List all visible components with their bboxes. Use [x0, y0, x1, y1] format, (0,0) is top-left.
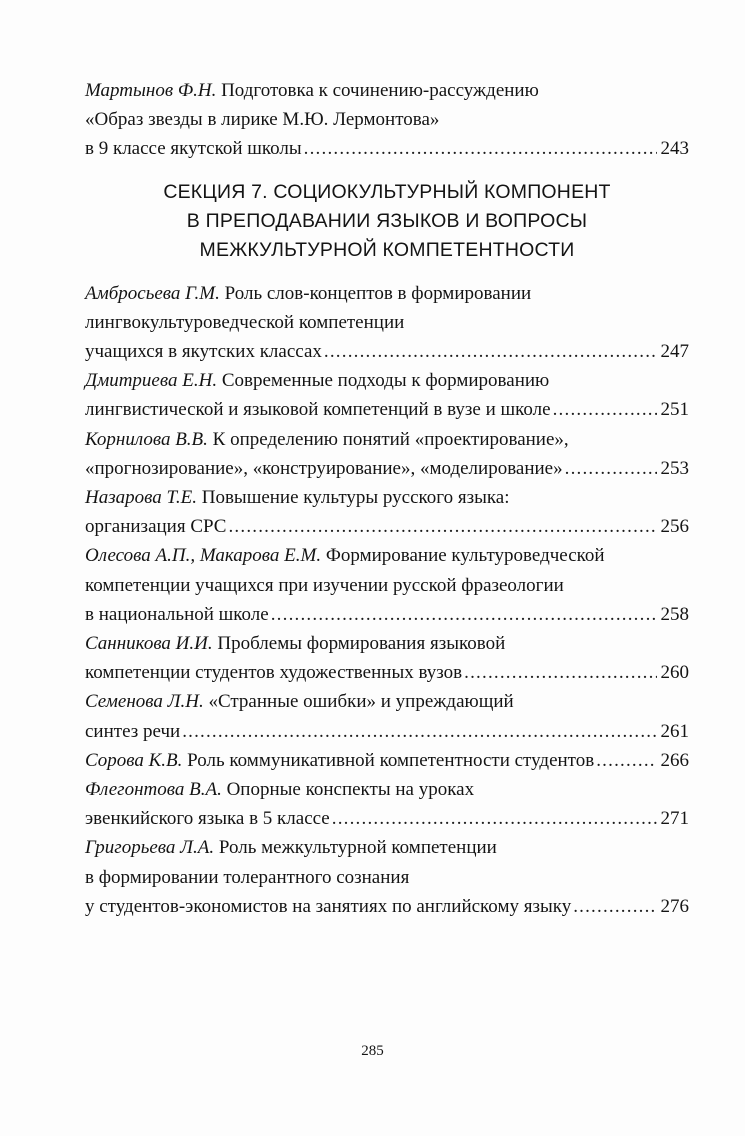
toc-entry-page: 276 [660, 895, 689, 917]
toc-entry [85, 483, 689, 541]
toc-entry-title: Роль слов-концептов в формировании [224, 282, 532, 304]
toc-entry-line [85, 629, 689, 658]
toc-entry-author: Григорьева Л.А. [85, 837, 215, 859]
toc-entry-page: 251 [660, 399, 689, 421]
toc-entry-line [85, 308, 689, 337]
toc-entry-title: Повышение культуры русского языка: [201, 487, 510, 509]
toc-entry-line [85, 134, 689, 163]
toc-entry-line [85, 571, 689, 600]
toc-entry-line [85, 541, 689, 570]
toc-entry-line [85, 804, 689, 833]
toc-entry [85, 775, 689, 833]
toc-entry-page: 243 [660, 138, 689, 160]
toc-entry-line [85, 512, 689, 541]
toc-entry-title: у студентов-экономистов на занятиях по английскому языку [85, 895, 572, 917]
toc-entry-page: 266 [660, 749, 689, 771]
toc-entry-line [85, 746, 689, 775]
toc-entry-page: 247 [660, 341, 689, 363]
toc-entry-page: 260 [660, 662, 689, 684]
toc-entry-line [85, 863, 689, 892]
toc-entry-title: в формировании толерантного сознания [85, 866, 410, 888]
section-heading-line: СЕКЦИЯ 7. СОЦИОКУЛЬТУРНЫЙ КОМПОНЕНТ [163, 180, 611, 203]
dot-leader [271, 600, 657, 629]
toc-entry-title: компетенции студентов художественных вузов [85, 662, 463, 684]
toc-entry-page: 271 [660, 808, 689, 830]
toc-entry [85, 629, 689, 687]
toc-entry-author: Семенова Л.Н. [85, 691, 204, 713]
toc-entry-title: организация СРС [85, 516, 227, 538]
toc-entry-title: Роль межкультурной компетенции [218, 837, 497, 859]
toc-entry [85, 687, 689, 745]
toc-entry-line [85, 833, 689, 862]
toc-entry-author: Сорова К.В. [85, 749, 183, 771]
toc-entry-line [85, 425, 689, 454]
toc-entry-line [85, 687, 689, 716]
toc-entry-title: в национальной школе [85, 603, 269, 625]
toc-entry-title: лингвокультуроведческой компетенции [85, 311, 405, 333]
toc-entry [85, 833, 689, 921]
toc-entry-line [85, 658, 689, 687]
toc-entry-line [85, 775, 689, 804]
toc-entry [85, 76, 689, 164]
toc-entry-title: Современные подходы к формированию [221, 370, 550, 392]
toc-entry-author: Флегонтова В.А. [85, 779, 222, 801]
toc-entry [85, 746, 689, 775]
toc-entry-line [85, 366, 689, 395]
toc-entry [85, 541, 689, 629]
toc-entry-author: Дмитриева Е.Н. [85, 370, 218, 392]
dot-leader [596, 746, 656, 775]
toc-entry-line [85, 717, 689, 746]
toc-entries [85, 279, 689, 921]
toc-entry [85, 279, 689, 367]
toc-entry-title: Формирование культуроведческой [325, 545, 605, 567]
dot-leader [464, 658, 656, 687]
toc-entry-title: «прогнозирование», «конструирование», «моделирование» [85, 457, 563, 479]
toc-entry-title: лингвистической и языковой компетенций в вузе и школе [85, 399, 551, 421]
toc-entry-title: в 9 классе якутской школы [85, 138, 302, 160]
toc-entry-line [85, 76, 689, 105]
toc-entry-line [85, 483, 689, 512]
table-of-contents [85, 76, 689, 921]
dot-leader [228, 512, 656, 541]
toc-entry-title: Опорные конспекты на уроках [226, 779, 475, 801]
dot-leader [565, 454, 657, 483]
toc-entry-author: Олесова А.П., Макарова Е.М. [85, 545, 322, 567]
section-heading-line: В ПРЕПОДАВАНИИ ЯЗЫКОВ И ВОПРОСЫ [186, 209, 588, 232]
toc-entry-title: синтез речи [85, 720, 181, 742]
page-number: 285 [361, 1043, 384, 1059]
toc-entry-title: учащихся в якутских классах [85, 341, 322, 363]
toc-entry [85, 425, 689, 483]
toc-entry-page: 253 [660, 457, 689, 479]
toc-entry-title: Роль коммуникативной компетентности студентов [187, 749, 595, 771]
section-heading [85, 178, 689, 265]
toc-entry-title: компетенции учащихся при изучении русской фразеологии [85, 574, 564, 596]
section-heading-line: МЕЖКУЛЬТУРНОЙ КОМПЕТЕНТНОСТИ [199, 238, 575, 261]
toc-entry-author: Амбросьева Г.М. [85, 282, 220, 304]
dot-leader [573, 892, 656, 921]
dot-leader [324, 337, 657, 366]
toc-entry [85, 366, 689, 424]
toc-entry-page: 258 [660, 603, 689, 625]
toc-entry-author: Назарова Т.Е. [85, 487, 197, 509]
toc-entry-line [85, 279, 689, 308]
toc-entry-page: 256 [660, 516, 689, 538]
toc-entry-title: «Странные ошибки» и упреждающий [208, 691, 514, 713]
toc-entries-before-section [85, 76, 689, 164]
toc-entry-line [85, 892, 689, 921]
toc-entry-line [85, 105, 689, 134]
toc-entry-line [85, 454, 689, 483]
toc-entry-title: К определению понятий «проектирование», [212, 428, 569, 450]
dot-leader [332, 804, 657, 833]
toc-entry-author: Корнилова В.В. [85, 428, 208, 450]
toc-entry-title: Проблемы формирования языковой [217, 633, 506, 655]
dot-leader [182, 717, 656, 746]
toc-entry-line [85, 337, 689, 366]
toc-entry-author: Санникова И.И. [85, 633, 213, 655]
dot-leader [304, 134, 657, 163]
toc-entry-line [85, 395, 689, 424]
toc-entry-line [85, 600, 689, 629]
toc-entry-title: эвенкийского языка в 5 классе [85, 808, 330, 830]
dot-leader [553, 395, 657, 424]
toc-entry-title: «Образ звезды в лирике М.Ю. Лермонтова» [85, 109, 440, 131]
toc-entry-page: 261 [660, 720, 689, 742]
toc-entry-title: Подготовка к сочинению-рассуждению [221, 80, 539, 101]
toc-entry-author: Мартынов Ф.Н. [85, 80, 217, 101]
